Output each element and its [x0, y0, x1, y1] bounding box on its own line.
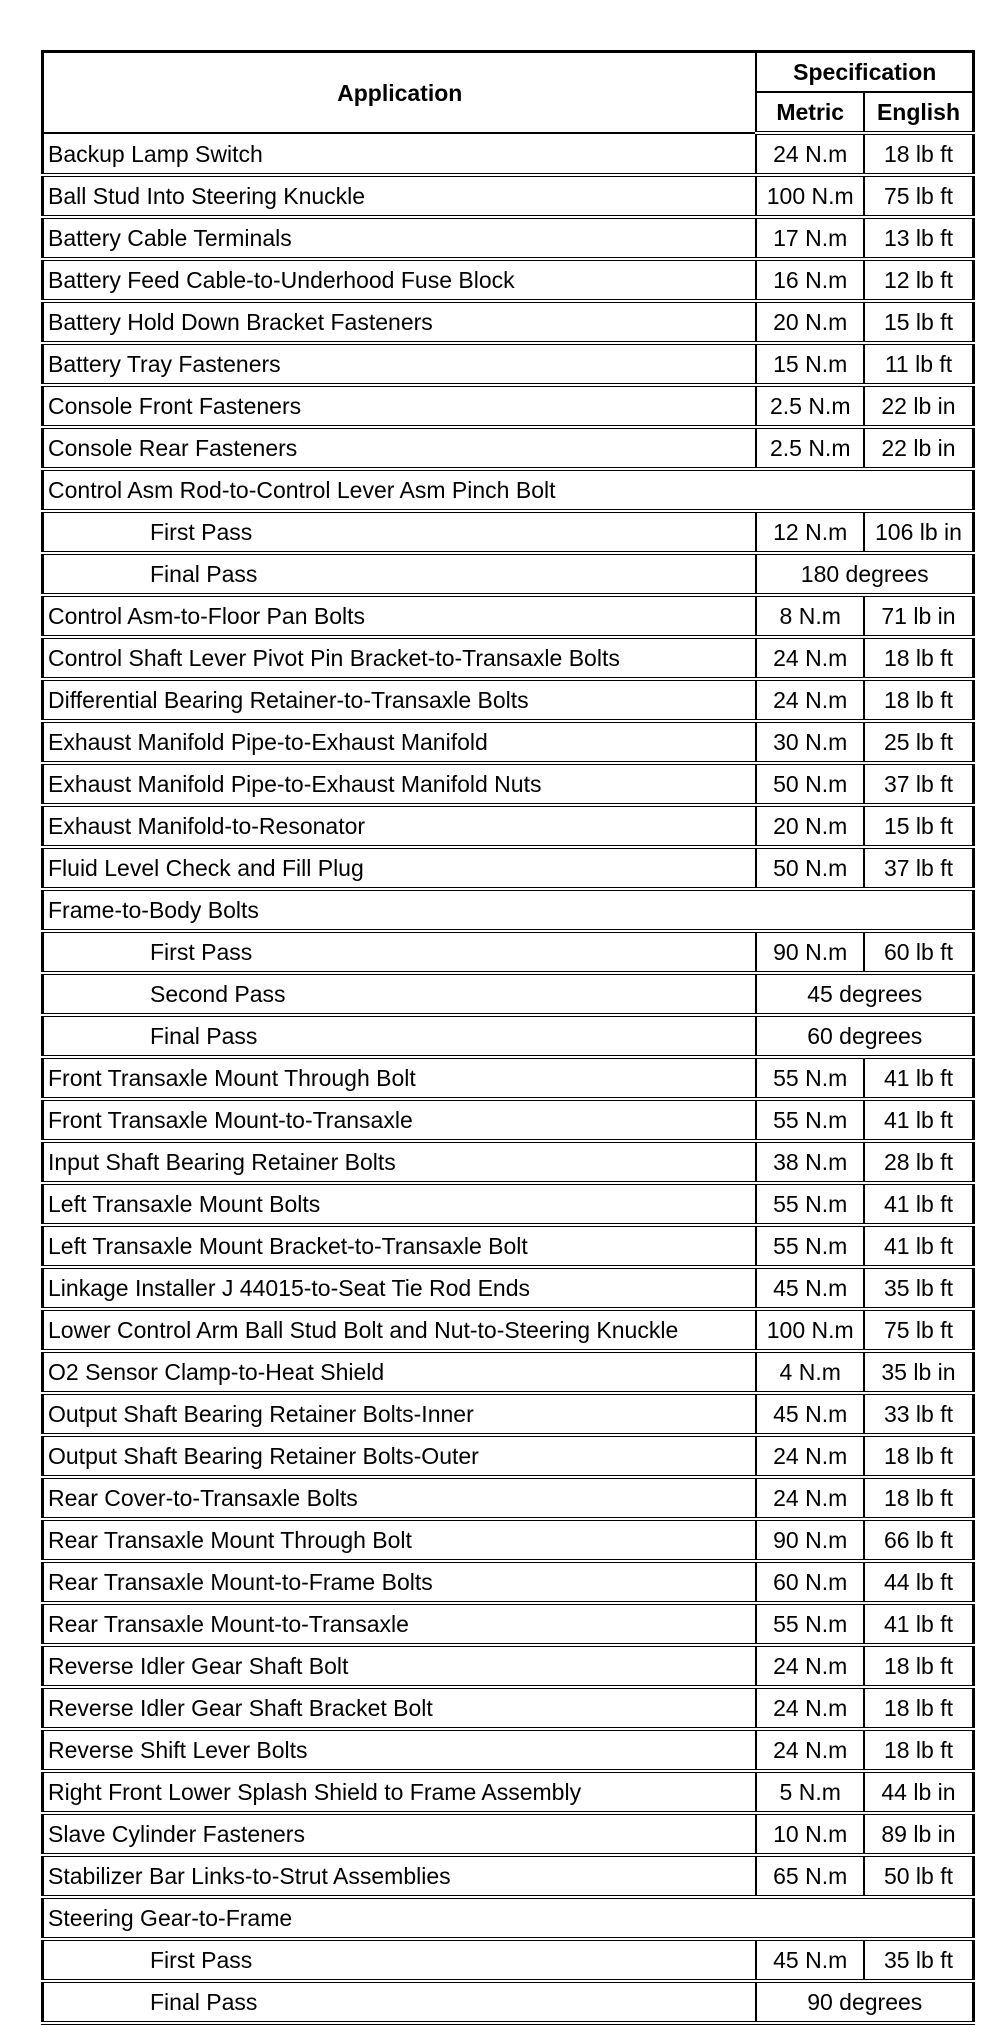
metric-cell: 45 N.m [756, 1393, 864, 1435]
english-cell: 106 lb in [864, 511, 974, 553]
metric-cell: 65 N.m [756, 1855, 864, 1897]
application-cell: Battery Tray Fasteners [43, 343, 757, 385]
application-cell: Slave Cylinder Fasteners [43, 1813, 757, 1855]
metric-cell: 24 N.m [756, 679, 864, 721]
english-cell: 35 lb ft [864, 1267, 974, 1309]
application-cell: Rear Cover-to-Transaxle Bolts [43, 1477, 757, 1519]
application-cell: Left Transaxle Mount Bracket-to-Transaxle Bolt [43, 1225, 757, 1267]
spec-span-cell: 90 degrees [756, 1981, 973, 2023]
table-row [43, 1561, 974, 1603]
application-cell: Exhaust Manifold Pipe-to-Exhaust Manifold Nuts [43, 763, 757, 805]
application-cell: Final Pass [43, 1981, 757, 2023]
application-cell: Reverse Shift Lever Bolts [43, 1729, 757, 1771]
application-cell: O2 Sensor Clamp-to-Heat Shield [43, 1351, 757, 1393]
english-cell: 11 lb ft [864, 343, 974, 385]
application-cell: Fluid Level Check and Fill Plug [43, 847, 757, 889]
specification-header: Specification [756, 52, 973, 93]
table-row [43, 259, 974, 301]
table-sub-row [43, 1981, 974, 2023]
metric-cell: 55 N.m [756, 1603, 864, 1645]
metric-cell: 45 N.m [756, 1939, 864, 1981]
application-cell: Console Rear Fasteners [43, 427, 757, 469]
table-group-row [43, 469, 974, 511]
table-row [43, 1099, 974, 1141]
table-row [43, 763, 974, 805]
application-cell: Control Asm Rod-to-Control Lever Asm Pinch Bolt [43, 469, 974, 511]
english-cell: 41 lb ft [864, 1099, 974, 1141]
english-cell: 37 lb ft [864, 763, 974, 805]
metric-header: Metric [756, 92, 864, 133]
english-cell: 25 lb ft [864, 721, 974, 763]
english-cell: 18 lb ft [864, 133, 974, 175]
table-row [43, 1645, 974, 1687]
english-cell: 18 lb ft [864, 1477, 974, 1519]
table-sub-row [43, 511, 974, 553]
table-row [43, 1393, 974, 1435]
table-row [43, 1225, 974, 1267]
application-cell: Reverse Idler Gear Shaft Bracket Bolt [43, 1687, 757, 1729]
application-header: Application [43, 52, 757, 134]
english-cell: 37 lb ft [864, 847, 974, 889]
english-cell: 71 lb in [864, 595, 974, 637]
application-cell: Exhaust Manifold-to-Resonator [43, 805, 757, 847]
table-row [43, 1183, 974, 1225]
english-cell: 33 lb ft [864, 1393, 974, 1435]
application-cell: Left Transaxle Mount Bolts [43, 1183, 757, 1225]
metric-cell: 20 N.m [756, 805, 864, 847]
table-row [43, 847, 974, 889]
english-cell: 41 lb ft [864, 1183, 974, 1225]
table-sub-row [43, 973, 974, 1015]
table-row [43, 1267, 974, 1309]
application-cell: Final Pass [43, 553, 757, 595]
metric-cell: 50 N.m [756, 763, 864, 805]
application-cell: First Pass [43, 511, 757, 553]
english-cell: 41 lb ft [864, 1057, 974, 1099]
metric-cell: 55 N.m [756, 1099, 864, 1141]
application-cell: Steering Gear-to-Frame [43, 1897, 974, 1939]
application-cell: Battery Hold Down Bracket Fasteners [43, 301, 757, 343]
table-row [43, 1309, 974, 1351]
table-sub-row [43, 1939, 974, 1981]
application-cell: Front Transaxle Mount Through Bolt [43, 1057, 757, 1099]
application-cell: Linkage Installer J 44015-to-Seat Tie Rod Ends [43, 1267, 757, 1309]
metric-cell: 24 N.m [756, 637, 864, 679]
table-row [43, 1855, 974, 1897]
metric-cell: 24 N.m [756, 1687, 864, 1729]
metric-cell: 100 N.m [756, 175, 864, 217]
english-cell: 75 lb ft [864, 1309, 974, 1351]
metric-cell: 12 N.m [756, 511, 864, 553]
spec-span-cell: 180 degrees [756, 553, 973, 595]
english-cell: 15 lb ft [864, 301, 974, 343]
metric-cell: 30 N.m [756, 721, 864, 763]
english-cell: 18 lb ft [864, 1729, 974, 1771]
metric-cell: 20 N.m [756, 301, 864, 343]
application-cell: Lower Control Arm Ball Stud Bolt and Nut-to-Steering Knuckle [43, 1309, 757, 1351]
english-cell: 18 lb ft [864, 679, 974, 721]
metric-cell: 100 N.m [756, 1309, 864, 1351]
english-cell: 60 lb ft [864, 931, 974, 973]
metric-cell: 50 N.m [756, 847, 864, 889]
table-sub-row [43, 553, 974, 595]
application-cell: Battery Cable Terminals [43, 217, 757, 259]
table-row [43, 175, 974, 217]
application-cell: Frame-to-Body Bolts [43, 889, 974, 931]
english-cell: 44 lb ft [864, 1561, 974, 1603]
table-row [43, 133, 974, 175]
application-cell: First Pass [43, 931, 757, 973]
application-cell: Rear Transaxle Mount-to-Frame Bolts [43, 1561, 757, 1603]
metric-cell: 8 N.m [756, 595, 864, 637]
table-row [43, 1771, 974, 1813]
application-cell: Front Transaxle Mount-to-Transaxle [43, 1099, 757, 1141]
spec-span-cell: 60 degrees [756, 1015, 973, 1057]
application-cell: First Pass [43, 1939, 757, 1981]
english-cell: 15 lb ft [864, 805, 974, 847]
application-cell: Second Pass [43, 973, 757, 1015]
metric-cell: 55 N.m [756, 1183, 864, 1225]
application-cell: Control Asm-to-Floor Pan Bolts [43, 595, 757, 637]
table-row [43, 301, 974, 343]
table-row [43, 721, 974, 763]
metric-cell: 55 N.m [756, 1225, 864, 1267]
table-sub-row [43, 931, 974, 973]
metric-cell: 17 N.m [756, 217, 864, 259]
english-cell: 13 lb ft [864, 217, 974, 259]
english-cell: 12 lb ft [864, 259, 974, 301]
metric-cell: 55 N.m [756, 1057, 864, 1099]
english-cell: 41 lb ft [864, 1603, 974, 1645]
metric-cell: 10 N.m [756, 1813, 864, 1855]
table-group-row [43, 1897, 974, 1939]
english-cell: 44 lb in [864, 1771, 974, 1813]
spec-span-cell: 45 degrees [756, 973, 973, 1015]
table-row [43, 1477, 974, 1519]
english-cell: 66 lb ft [864, 1519, 974, 1561]
torque-spec-table [41, 50, 975, 2025]
english-cell: 22 lb in [864, 385, 974, 427]
application-cell: Rear Transaxle Mount Through Bolt [43, 1519, 757, 1561]
table-row [43, 1603, 974, 1645]
english-cell: 89 lb in [864, 1813, 974, 1855]
application-cell: Exhaust Manifold Pipe-to-Exhaust Manifold [43, 721, 757, 763]
table-row [43, 637, 974, 679]
application-cell: Battery Feed Cable-to-Underhood Fuse Block [43, 259, 757, 301]
application-cell: Input Shaft Bearing Retainer Bolts [43, 1141, 757, 1183]
metric-cell: 60 N.m [756, 1561, 864, 1603]
table-row [43, 385, 974, 427]
application-cell: Differential Bearing Retainer-to-Transaxle Bolts [43, 679, 757, 721]
metric-cell: 90 N.m [756, 931, 864, 973]
table-row [43, 1813, 974, 1855]
english-cell: 18 lb ft [864, 1645, 974, 1687]
english-cell: 50 lb ft [864, 1855, 974, 1897]
application-cell: Final Pass [43, 1015, 757, 1057]
table-row [43, 427, 974, 469]
english-cell: 18 lb ft [864, 1687, 974, 1729]
table-row [43, 1057, 974, 1099]
table-row [43, 1435, 974, 1477]
table-row [43, 1729, 974, 1771]
application-cell: Console Front Fasteners [43, 385, 757, 427]
application-cell: Control Shaft Lever Pivot Pin Bracket-to-Transaxle Bolts [43, 637, 757, 679]
metric-cell: 24 N.m [756, 1435, 864, 1477]
english-cell: 18 lb ft [864, 637, 974, 679]
metric-cell: 24 N.m [756, 133, 864, 175]
english-cell: 41 lb ft [864, 1225, 974, 1267]
metric-cell: 2.5 N.m [756, 385, 864, 427]
table-sub-row [43, 1015, 974, 1057]
table-body [43, 133, 974, 2023]
english-cell: 35 lb ft [864, 1939, 974, 1981]
metric-cell: 24 N.m [756, 1729, 864, 1771]
application-cell: Output Shaft Bearing Retainer Bolts-Inner [43, 1393, 757, 1435]
metric-cell: 24 N.m [756, 1477, 864, 1519]
metric-cell: 16 N.m [756, 259, 864, 301]
table-row [43, 217, 974, 259]
table-row [43, 679, 974, 721]
metric-cell: 15 N.m [756, 343, 864, 385]
english-cell: 28 lb ft [864, 1141, 974, 1183]
application-cell: Stabilizer Bar Links-to-Strut Assemblies [43, 1855, 757, 1897]
table-row [43, 1519, 974, 1561]
english-cell: 35 lb in [864, 1351, 974, 1393]
table-row [43, 1687, 974, 1729]
table-row [43, 805, 974, 847]
metric-cell: 24 N.m [756, 1645, 864, 1687]
metric-cell: 2.5 N.m [756, 427, 864, 469]
table-row [43, 595, 974, 637]
metric-cell: 4 N.m [756, 1351, 864, 1393]
application-cell: Reverse Idler Gear Shaft Bolt [43, 1645, 757, 1687]
table-row [43, 343, 974, 385]
table-row [43, 1351, 974, 1393]
application-cell: Right Front Lower Splash Shield to Frame Assembly [43, 1771, 757, 1813]
application-cell: Ball Stud Into Steering Knuckle [43, 175, 757, 217]
application-cell: Output Shaft Bearing Retainer Bolts-Outer [43, 1435, 757, 1477]
metric-cell: 5 N.m [756, 1771, 864, 1813]
metric-cell: 45 N.m [756, 1267, 864, 1309]
table-row [43, 1141, 974, 1183]
metric-cell: 38 N.m [756, 1141, 864, 1183]
english-cell: 75 lb ft [864, 175, 974, 217]
application-cell: Backup Lamp Switch [43, 133, 757, 175]
english-header: English [864, 92, 974, 133]
metric-cell: 90 N.m [756, 1519, 864, 1561]
table-header [43, 52, 974, 134]
english-cell: 22 lb in [864, 427, 974, 469]
application-cell: Rear Transaxle Mount-to-Transaxle [43, 1603, 757, 1645]
english-cell: 18 lb ft [864, 1435, 974, 1477]
table-group-row [43, 889, 974, 931]
